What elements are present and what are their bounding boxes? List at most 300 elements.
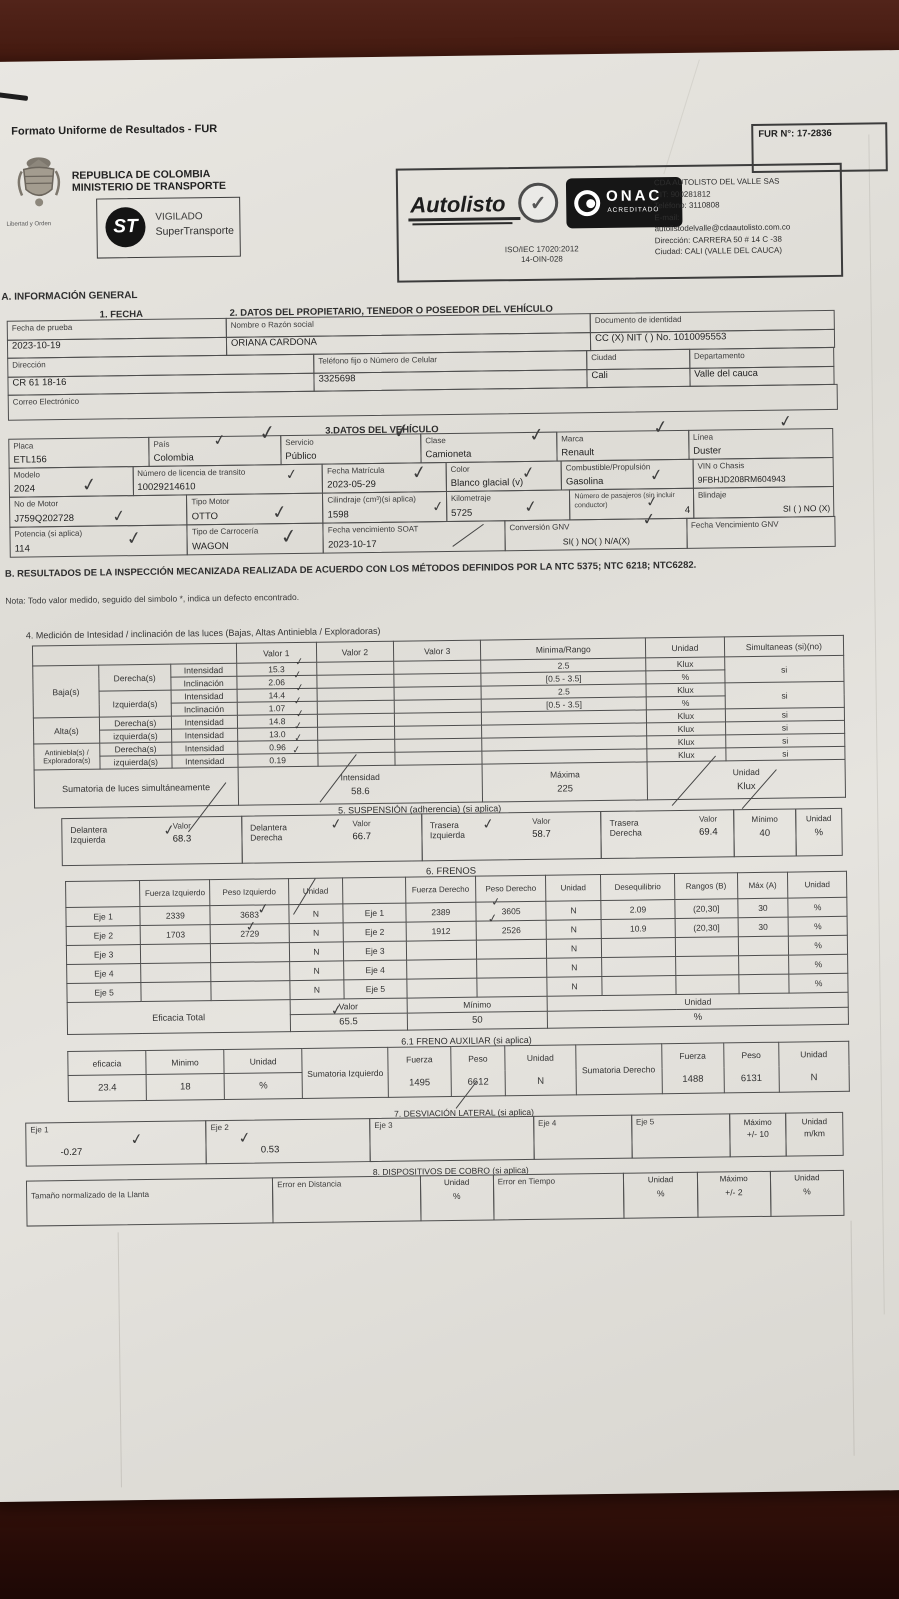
- owner-ciudad: Cali: [586, 368, 690, 388]
- luces-rango: 2.5: [481, 684, 646, 699]
- st-logo-icon: ST: [105, 207, 146, 248]
- frenos-eje-label: Eje 3: [344, 941, 407, 961]
- frenos-eje-label: Eje 3: [66, 945, 140, 965]
- paper-crease: [851, 1221, 855, 1456]
- luces-unidad: Klux: [647, 735, 726, 749]
- checkmark-icon: [256, 900, 270, 919]
- checkmark-icon: [293, 695, 303, 707]
- checkmark-icon: [523, 496, 539, 518]
- luces-header: Simultaneas (si)(no): [724, 635, 844, 657]
- checkmark-icon: [162, 821, 176, 840]
- frenos-ui: N: [289, 980, 344, 1000]
- luces-header: Valor 1: [236, 642, 317, 663]
- veh-label: País: [153, 439, 170, 449]
- luces-v3: [394, 699, 482, 713]
- frenos-u: %: [788, 916, 847, 936]
- luces-header: Minima/Rango: [481, 638, 646, 660]
- luces-medida: Inclinación: [171, 676, 237, 690]
- veh-blindaje: SI ( ) NO (X): [782, 502, 831, 514]
- veh-placa: ETL156: [13, 454, 47, 466]
- luces-grupo-antiniebla: Antiniebla(s) / Exploradora(s): [43, 747, 91, 765]
- veh-label: Marca: [561, 434, 584, 444]
- luces-v1: 2.06: [236, 675, 316, 689]
- frenos-header: Desequilibrio: [600, 874, 675, 901]
- iso-line1: ISO/IEC 17020:2012: [504, 244, 579, 255]
- paper-crease: [663, 59, 700, 174]
- luces-unidad: Klux: [647, 748, 726, 762]
- form-name: Formato Uniforme de Resultados - FUR: [11, 122, 218, 138]
- veh-label: Fecha vencimiento SOAT: [327, 524, 419, 535]
- luces-v2: [317, 726, 394, 740]
- suspension-cell-delantera-der: Delantera Derecha Valor 66.7: [241, 813, 422, 863]
- cobro-error-distancia: Error en Distancia: [272, 1175, 421, 1223]
- iso-line2: 14-OIN-028: [520, 254, 563, 265]
- veh-gnv: SI( ) NO( ) N/A(X): [562, 535, 630, 547]
- owner-nombre: ORIANA CARDONA: [226, 332, 591, 356]
- frenos-eje-label: Eje 5: [344, 979, 407, 999]
- fa-minimo-valor: 18: [146, 1073, 224, 1100]
- owner-fecha-prueba: 2023-10-19: [7, 337, 227, 359]
- luces-header: Valor 2: [316, 641, 393, 662]
- frenos-fd: 1912: [406, 921, 477, 941]
- checkmark-icon: [490, 895, 501, 909]
- onac-swirl-icon: [574, 190, 600, 216]
- fa-eficacia-valor: 23.4: [68, 1074, 146, 1101]
- veh-no-motor: J759Q202728: [14, 512, 75, 525]
- desv-maximo: Máximo +/- 10: [729, 1113, 787, 1158]
- luces-medida: Intensidad: [171, 715, 237, 729]
- frenos-eje-label: Eje 1: [66, 907, 140, 927]
- frenos-eje-label: Eje 4: [344, 960, 407, 980]
- luces-sim: si: [725, 733, 844, 748]
- checkmark-icon: [641, 508, 657, 530]
- freno-aux-table: [67, 1041, 850, 1102]
- veh-label: Modelo: [13, 470, 41, 480]
- suspension-table: [62, 809, 849, 866]
- fa-fuerza-der: 1488: [662, 1067, 725, 1094]
- cda-name: CDA AUTOLISTO DEL VALLE SAS: [653, 176, 780, 188]
- desviacion-title: 7. DESVIACIÓN LATERAL (si aplica): [394, 1106, 534, 1119]
- frenos-ud: N: [546, 920, 601, 940]
- owner-label-telefono: Teléfono fijo o Número de Celular: [313, 350, 587, 374]
- luces-v3: [394, 712, 482, 726]
- frenos-ud: N: [547, 939, 602, 959]
- fa-fuerza-label: Fuerza: [661, 1043, 724, 1068]
- veh-label: Tipo de Carrocería: [191, 526, 259, 537]
- autolisto-underline2: [412, 222, 512, 225]
- suspension-unidad: Unidad %: [795, 808, 843, 857]
- luces-header: Valor 3: [393, 640, 481, 661]
- frenos-eje-label: Eje 2: [343, 922, 406, 942]
- luces-v1: 14.8: [237, 714, 317, 728]
- frenos-pi: 3683: [210, 905, 288, 925]
- luces-maxima-label: Máxima: [549, 769, 580, 780]
- cobro-error-tiempo: Error en Tiempo: [493, 1173, 625, 1221]
- desviacion-table: [26, 1113, 850, 1167]
- cda-email-label: E-mail:: [654, 212, 680, 222]
- fa-peso-label: Peso: [450, 1046, 505, 1071]
- owner-label-ciudad: Ciudad: [586, 349, 690, 370]
- luces-maxima-valor: 225: [557, 783, 574, 795]
- luces-v1: 0.96: [237, 740, 317, 754]
- suspension-cell-delantera-izq: Delantera Izquierda Valor 68.3: [61, 816, 242, 866]
- fa-sum-der-label: Sumatoria Derecho: [575, 1044, 662, 1095]
- veh-color: Blanco glacial (v): [450, 477, 524, 489]
- luces-v1: 0.19: [237, 753, 317, 767]
- frenos-table: [65, 871, 849, 1035]
- luces-sim: si: [726, 746, 845, 761]
- luces-v2: [317, 674, 394, 688]
- suspension-cell-trasera-der: Trasera Derecha Valor 69.4: [600, 809, 734, 859]
- luces-sumatoria-label: Sumatoria de luces simultáneamente: [34, 767, 238, 808]
- frenos-ui: N: [289, 923, 344, 943]
- owner-label-correo: Correo Electrónico: [8, 384, 838, 421]
- frenos-pd: 3605: [476, 901, 547, 921]
- veh-label: Cilindraje (cm³)(si aplica): [327, 494, 416, 505]
- checkmark-icon: [293, 669, 303, 681]
- luces-unidad: Klux: [646, 709, 725, 723]
- autolisto-underline: [408, 217, 520, 221]
- fa-fuerza-label: Fuerza: [388, 1047, 451, 1072]
- frenos-header-blank: [343, 877, 406, 904]
- veh-kilometraje: 5725: [451, 507, 473, 519]
- checkmark-icon: [330, 1001, 344, 1020]
- autolisto-check-icon: ✓: [518, 183, 559, 224]
- checkmark-icon: [244, 918, 257, 935]
- checkmark-icon: [285, 465, 299, 484]
- luces-v1: 1.07: [237, 701, 317, 715]
- frenos-unidad-valor: %: [548, 1007, 849, 1028]
- fa-fuerza-izq: 1495: [388, 1071, 451, 1098]
- owner-direccion: CR 61 18-16: [7, 373, 314, 396]
- luces-medida: Intensidad: [171, 663, 237, 677]
- luces-unidad: Klux: [646, 683, 725, 697]
- suspension-cell-trasera-izq: Trasera Izquierda Valor 58.7: [421, 811, 602, 861]
- veh-linea: Duster: [693, 445, 722, 457]
- luces-medida: Intensidad: [171, 728, 237, 742]
- frenos-ud: N: [547, 958, 602, 978]
- fur-number: FUR N°: 17-2836: [758, 127, 832, 140]
- section-b-title: B. RESULTADOS DE LA INSPECCIÓN MECANIZADA REALIZADA DE ACUERDO CON LOS MÉTODOS DEFINIDOS POR LA NTC 5375; NTC 6218; NTC6282.: [4, 559, 697, 580]
- frenos-ud: N: [547, 977, 602, 997]
- checkmark-icon: [293, 732, 303, 744]
- frenos-pd: 2526: [476, 920, 547, 940]
- luces-v3: [395, 738, 483, 752]
- luces-v2: [317, 713, 394, 727]
- desv-eje3: Eje 3: [369, 1116, 534, 1162]
- veh-gnv-fecha: [687, 544, 834, 547]
- veh-label: No de Motor: [14, 499, 59, 509]
- luces-sim: si: [725, 681, 845, 709]
- luces-grupo-alta: Alta(s): [33, 717, 99, 744]
- desv-eje4: Eje 4: [533, 1115, 632, 1160]
- checkmark-icon: [80, 474, 98, 497]
- vigilado-label: VIGILADO: [155, 211, 203, 223]
- cda-dir: Dirección: CARRERA 50 # 14 C -38: [654, 234, 782, 245]
- luces-unidad: Klux: [646, 657, 725, 671]
- paper-crease: [118, 1232, 122, 1487]
- owner-label-departamento: Departamento: [689, 347, 834, 369]
- checkmark-icon: [329, 815, 343, 834]
- veh-soat: 2023-10-17: [327, 538, 377, 551]
- frenos-fi: 1703: [140, 925, 211, 945]
- owner-telefono: 3325698: [313, 369, 587, 392]
- fa-unidad2-label: Unidad: [778, 1041, 849, 1066]
- luces-medida: Intensidad: [172, 741, 238, 755]
- fa-unidad2-label: Unidad: [505, 1045, 576, 1070]
- cda-tel: Teléfono: 3110808: [654, 200, 720, 211]
- checkmark-icon: [487, 911, 499, 926]
- checkmark-icon: [295, 682, 305, 694]
- luces-unidad-label: Unidad: [732, 766, 760, 778]
- frenos-minimo-label: Mínimo: [407, 996, 548, 1013]
- veh-pasajeros: 4: [684, 504, 691, 516]
- frenos-header-blank: [66, 881, 141, 908]
- fa-peso-izq: 6612: [451, 1070, 506, 1097]
- checkmark-icon: [431, 497, 445, 516]
- veh-fecha-matricula: 2023-05-29: [327, 478, 376, 491]
- frenos-u: %: [788, 897, 847, 917]
- checkmark-icon: [129, 1129, 144, 1149]
- luces-v2: [318, 739, 395, 753]
- luces-medida: Intensidad: [172, 754, 238, 768]
- frenos-fi: 2339: [140, 906, 211, 926]
- checkmark-icon: [295, 708, 305, 720]
- cda-email: autolistodelvalle@cdaautolisto.com.co: [654, 222, 791, 234]
- luces-rango: [0.5 - 3.5]: [482, 697, 647, 712]
- veh-carroceria: WAGON: [192, 540, 229, 553]
- luces-v3: [394, 725, 482, 739]
- luces-lado: Izquierda(s): [99, 690, 172, 717]
- luces-table: [32, 635, 846, 809]
- frenos-header: Peso Derecho: [475, 875, 546, 902]
- luces-sim: si: [725, 707, 844, 722]
- autolisto-logo: Autolisto: [410, 191, 506, 218]
- checkmark-icon: [292, 744, 302, 756]
- luces-v3: [395, 751, 483, 765]
- owner-label-nombre: Nombre o Razón social: [226, 313, 591, 338]
- desv-unidad: Unidad m/km: [785, 1112, 843, 1157]
- luces-v2: [317, 661, 394, 675]
- suspension-title: 5. SUSPENSIÓN (adherencia) (si aplica): [338, 803, 502, 816]
- checkmark-icon: [520, 462, 536, 484]
- luces-v3: [394, 673, 482, 687]
- checkmark-icon: [237, 1128, 252, 1148]
- veh-label: Kilometraje: [450, 493, 492, 503]
- checkmark-icon: [410, 461, 428, 484]
- frenos-rango: (20,30]: [675, 899, 738, 919]
- suspension-minimo: Mínimo 40: [733, 808, 796, 857]
- fa-eficacia-label: eficacia: [68, 1050, 146, 1075]
- veh-label: VIN o Chasis: [697, 461, 745, 471]
- supertransporte-label: SuperTransporte: [155, 224, 235, 238]
- veh-marca: Renault: [561, 447, 595, 459]
- veh-combustible: Gasolina: [565, 475, 604, 488]
- luces-sim: si: [725, 720, 844, 735]
- desv-eje5: Eje 5: [631, 1113, 730, 1158]
- luces-rango: [0.5 - 3.5]: [481, 671, 646, 686]
- cobro-title: 8. DISPOSITIVOS DE COBRO (si aplica): [372, 1164, 529, 1178]
- frenos-unidad-label: Unidad: [547, 992, 848, 1011]
- veh-label: Número de licencia de transito: [137, 467, 246, 479]
- section-b-note: Nota: Todo valor medido, seguido del simbolo *, indica un defecto encontrado.: [5, 591, 300, 606]
- luces-title: 4. Medición de Intesidad / inclinación de las luces (Bajas, Altas Antiniebla / Exploradoras): [25, 625, 381, 641]
- desv-eje1: Eje 1 -0.27: [25, 1120, 207, 1166]
- fa-minimo-label: Minimo: [146, 1049, 224, 1074]
- cda-nit: NIT: 900281812: [654, 189, 711, 199]
- checkmark-icon: [257, 419, 277, 446]
- checkmark-icon: [648, 464, 664, 486]
- page-edge-line: [868, 134, 884, 1314]
- cobro-unidad3: Unidad %: [770, 1170, 845, 1217]
- frenos-pi: 2729: [211, 924, 289, 944]
- frenos-eje-label: Eje 5: [67, 983, 141, 1003]
- veh-clase: Camioneta: [425, 448, 472, 461]
- luces-v1: 14.4: [237, 688, 317, 702]
- republica-title: REPUBLICA DE COLOMBIA: [71, 168, 211, 182]
- veh-label: Placa: [13, 441, 34, 451]
- owner-departamento: Valle del cauca: [689, 366, 834, 387]
- luces-v2: [317, 700, 394, 714]
- checkmark-icon: [212, 430, 227, 450]
- onac-label: ONAC: [606, 187, 663, 205]
- fa-unidad-label: Unidad: [224, 1048, 302, 1073]
- frenos-eje-label: Eje 2: [66, 926, 140, 946]
- checkmark-icon: [111, 505, 127, 527]
- frenos-rango: (20,30]: [675, 918, 738, 938]
- checkmark-icon: [293, 720, 303, 732]
- frenos-valor-label: Valor: [290, 998, 407, 1015]
- luces-grupo-baja: Baja(s): [33, 665, 99, 718]
- frenos-ui: N: [288, 904, 343, 924]
- luces-lado: Derecha(s): [99, 716, 171, 730]
- luces-sim: si: [724, 655, 844, 683]
- luces-unidad: %: [646, 696, 725, 710]
- luces-v3: [394, 660, 482, 674]
- checkmark-icon: [279, 523, 299, 550]
- veh-label: Número de pasajeros (sin incluir conductor): [574, 492, 675, 510]
- veh-label: Combustible/Propulsión: [565, 462, 651, 473]
- fa-unidad-izq: N: [505, 1069, 576, 1096]
- veh-modelo: 2024: [13, 483, 36, 495]
- veh-label: Conversión GNV: [509, 522, 570, 533]
- heading-fecha: 1. FECHA: [99, 308, 143, 321]
- luces-v1: 13.0: [237, 727, 317, 741]
- veh-label: Línea: [692, 432, 714, 442]
- acreditado-label: ACREDITADO: [607, 206, 660, 214]
- ministerio-title: MINISTERIO DE TRANSPORTE: [71, 179, 227, 194]
- luces-unidad-valor: Klux: [737, 780, 756, 793]
- frenos-header: Unidad: [546, 875, 601, 902]
- veh-label: Fecha Vencimiento GNV: [690, 519, 779, 530]
- veh-potencia: 114: [14, 543, 30, 555]
- cda-city: Ciudad: CALI (VALLE DEL CAUCA): [654, 245, 783, 257]
- luces-rango: 2.5: [481, 658, 646, 673]
- luces-lado: izquierda(s): [99, 729, 171, 743]
- checkmark-icon: [391, 417, 411, 444]
- frenos-u: %: [789, 935, 848, 955]
- owner-label-fecha: Fecha de prueba: [7, 318, 227, 341]
- frenos-eje-label: Eje 1: [343, 903, 406, 923]
- accreditation-box: [396, 163, 843, 283]
- owner-table: [8, 308, 839, 421]
- cobro-maximo: Máximo +/- 2: [697, 1171, 772, 1218]
- frenos-eficacia-label: Eficacia Total: [67, 1000, 290, 1035]
- fa-unidad-der: N: [779, 1065, 850, 1092]
- veh-tipo-motor: OTTO: [191, 511, 219, 523]
- checkmark-icon: [481, 815, 495, 834]
- vehicle-table-title: 3.DATOS DEL VEHÍCULO: [325, 424, 439, 437]
- frenos-u: %: [789, 973, 848, 993]
- frenos-u: %: [789, 954, 848, 974]
- fa-sum-izq-label: Sumatoria Izquierdo: [302, 1047, 389, 1098]
- luces-lado: Derecha(s): [98, 664, 171, 691]
- cobro-unidad2: Unidad %: [623, 1172, 698, 1219]
- frenos-title: 6. FRENOS: [425, 865, 477, 878]
- luces-v2: [317, 687, 394, 701]
- luces-medida: Inclinación: [171, 702, 237, 716]
- frenos-ui: N: [289, 961, 344, 981]
- frenos-minimo-valor: 50: [407, 1011, 548, 1030]
- section-a-title: A. INFORMACIÓN GENERAL: [1, 290, 138, 303]
- colombia-coat-of-arms-icon: [14, 155, 65, 222]
- frenos-eficacia-valor: 65.5: [290, 1013, 407, 1032]
- veh-label: Servicio: [285, 437, 314, 448]
- luces-medida: Intensidad: [171, 689, 237, 703]
- frenos-header: Peso Izquierdo: [210, 879, 288, 906]
- frenos-header: Fuerza Derecho: [405, 876, 476, 903]
- veh-label: Fecha Matrícula: [327, 465, 385, 476]
- desv-eje2: Eje 2 0.53: [205, 1118, 370, 1164]
- luces-header: Unidad: [645, 637, 724, 658]
- escudo-caption: Libertad y Orden: [6, 221, 52, 228]
- luces-unidad: %: [646, 670, 725, 684]
- veh-vin: 9FBHJD208RM604943: [697, 473, 786, 485]
- supertransporte-logo-box: [96, 197, 241, 259]
- veh-cilindraje: 1598: [327, 509, 349, 521]
- checkmark-icon: [528, 424, 546, 447]
- luces-intensidad-label: Intensidad: [340, 771, 380, 783]
- owner-label-direccion: Dirección: [7, 354, 314, 378]
- veh-label: Color: [450, 464, 470, 474]
- cobro-llanta: Tamaño normalizado de la Llanta: [26, 1177, 274, 1226]
- checkmark-icon: [778, 411, 794, 433]
- frenos-eje-label: Eje 4: [67, 964, 141, 984]
- owner-documento: CC (X) NIT ( ) No. 1010095553: [590, 329, 835, 351]
- luces-lado: Derecha(s): [99, 742, 171, 756]
- frenos-max: 30: [738, 917, 789, 937]
- luces-lado: izquierda(s): [100, 755, 172, 769]
- cobro-unidad1: Unidad %: [419, 1174, 494, 1221]
- owner-label-documento: Documento de identidad: [590, 310, 835, 333]
- veh-label: Tipo Motor: [191, 496, 230, 507]
- frenos-max: 30: [737, 898, 788, 918]
- frenos-header: Unidad: [788, 871, 847, 898]
- cda-contact-block: [654, 175, 837, 258]
- checkmark-icon: [271, 501, 289, 524]
- frenos-header: Rangos (B): [675, 873, 738, 900]
- luces-intensidad-valor: 58.6: [351, 786, 370, 798]
- luces-v1: 15.3: [236, 662, 316, 676]
- frenos-fd: 2389: [406, 902, 477, 922]
- fa-peso-der: 6131: [724, 1066, 779, 1093]
- frenos-deseq: 10.9: [601, 919, 675, 939]
- cobro-table: [27, 1171, 852, 1227]
- checkmark-icon: [652, 416, 670, 439]
- veh-label: Blindaje: [697, 490, 727, 500]
- heading-datos-propietario: 2. DATOS DEL PROPIETARIO, TENEDOR O POSEEDOR DEL VEHÍCULO: [229, 303, 553, 319]
- veh-pais: Colombia: [153, 452, 194, 464]
